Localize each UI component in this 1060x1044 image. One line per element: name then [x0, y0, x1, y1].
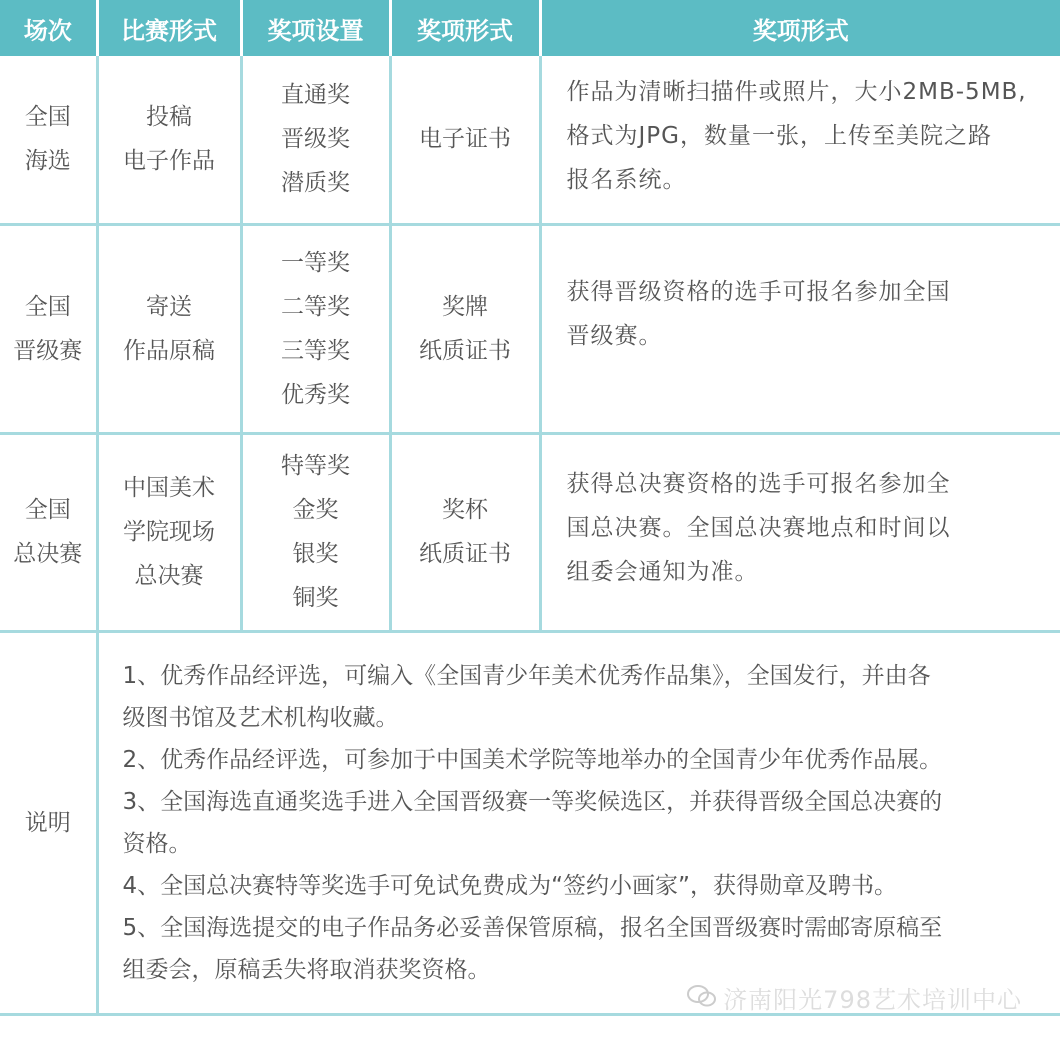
header-award-form: 奖项形式 — [390, 0, 540, 56]
award-form-text: 奖牌 — [442, 293, 488, 320]
award-item: 铜奖 — [292, 585, 339, 611]
notes-row — [0, 631, 1060, 1014]
format-text: 作品原稿 — [123, 337, 215, 364]
description-line: 组委会通知为准。 — [566, 559, 759, 585]
description-line: 报名系统。 — [566, 167, 687, 193]
note-line: 3、全国海选直通奖选手进入全国晋级赛一等奖候选区，并获得晋级全国总决赛的 — [122, 788, 943, 815]
session-text: 晋级赛 — [13, 337, 83, 364]
description-cell — [540, 433, 1060, 631]
header-award-form-detail: 奖项形式 — [540, 0, 1060, 56]
session-text: 海选 — [24, 148, 71, 175]
session-text: 总决赛 — [13, 541, 83, 567]
notes-label-cell: 说明 — [0, 631, 97, 1014]
format-text: 投稿 — [146, 104, 192, 131]
watermark — [687, 980, 1022, 1015]
note-line: 2、优秀作品经评选，可参加于中国美术学院等地举办的全国青少年优秀作品展。 — [122, 746, 943, 773]
award-form-text: 纸质证书 — [419, 337, 511, 364]
description-cell — [540, 224, 1060, 433]
watermark-text: 济南阳光798艺术培训中心 — [723, 986, 1022, 1014]
note-line: 5、全国海选提交的电子作品务必妥善保管原稿，报名全国晋级赛时需邮寄原稿至 — [122, 914, 943, 941]
session-text: 全国 — [24, 293, 71, 320]
award-item: 直通奖 — [281, 82, 350, 109]
award-item: 优秀奖 — [281, 381, 350, 408]
award-item: 潜质奖 — [281, 170, 350, 197]
awards-cell — [241, 56, 390, 224]
award-form-cell — [390, 224, 540, 433]
format-cell — [97, 433, 241, 631]
awards-cell — [241, 433, 390, 631]
format-text: 寄送 — [146, 293, 192, 320]
format-text: 学院现场 — [123, 519, 215, 545]
format-text: 总决赛 — [134, 563, 204, 589]
table-row — [0, 224, 1060, 433]
session-text: 全国 — [24, 497, 71, 523]
note-line: 4、全国总决赛特等奖选手可免试免费成为“签约小画家”，获得勋章及聘书。 — [122, 872, 897, 899]
award-item: 一等奖 — [281, 249, 350, 276]
header-format: 比赛形式 — [97, 0, 241, 56]
notes-cell — [97, 631, 1060, 1014]
award-item: 晋级奖 — [281, 126, 350, 153]
description-line: 格式为JPG，数量一张，上传至美院之路 — [566, 123, 992, 149]
award-item: 金奖 — [292, 497, 339, 523]
format-text: 电子作品 — [123, 148, 215, 175]
award-item: 特等奖 — [281, 453, 350, 479]
award-form-text: 纸质证书 — [419, 541, 511, 567]
session-cell — [0, 224, 97, 433]
table-row — [0, 56, 1060, 224]
header-row — [0, 0, 1060, 56]
awards-cell — [241, 224, 390, 433]
header-session: 场次 — [0, 0, 97, 56]
format-text: 中国美术 — [123, 475, 215, 501]
description-line: 获得晋级资格的选手可报名参加全国 — [566, 278, 951, 305]
session-text: 全国 — [24, 104, 71, 131]
format-cell — [97, 224, 241, 433]
session-cell — [0, 56, 97, 224]
description-line: 获得总决赛资格的选手可报名参加全 — [566, 471, 951, 497]
award-form-cell — [390, 56, 540, 224]
wechat-icon — [687, 984, 717, 1014]
award-form-text: 奖杯 — [442, 497, 488, 523]
table-row — [0, 433, 1060, 631]
description-cell — [540, 56, 1060, 224]
award-form-cell — [390, 433, 540, 631]
note-line: 级图书馆及艺术机构收藏。 — [122, 704, 399, 731]
award-form-text: 电子证书 — [419, 126, 511, 153]
header-awards: 奖项设置 — [241, 0, 390, 56]
note-line: 1、优秀作品经评选，可编入《全国青少年美术优秀作品集》，全国发行，并由各 — [122, 662, 931, 689]
description-line: 晋级赛。 — [566, 322, 663, 349]
award-item: 二等奖 — [281, 293, 350, 320]
format-cell — [97, 56, 241, 224]
award-item: 银奖 — [292, 541, 339, 567]
description-line: 作品为清晰扫描件或照片，大小2MB-5MB, — [566, 79, 1027, 105]
description-line: 国总决赛。全国总决赛地点和时间以 — [566, 515, 951, 541]
award-item: 三等奖 — [281, 337, 350, 364]
session-cell — [0, 433, 97, 631]
note-line: 组委会，原稿丢失将取消获奖资格。 — [122, 956, 491, 983]
note-line: 资格。 — [122, 830, 192, 857]
